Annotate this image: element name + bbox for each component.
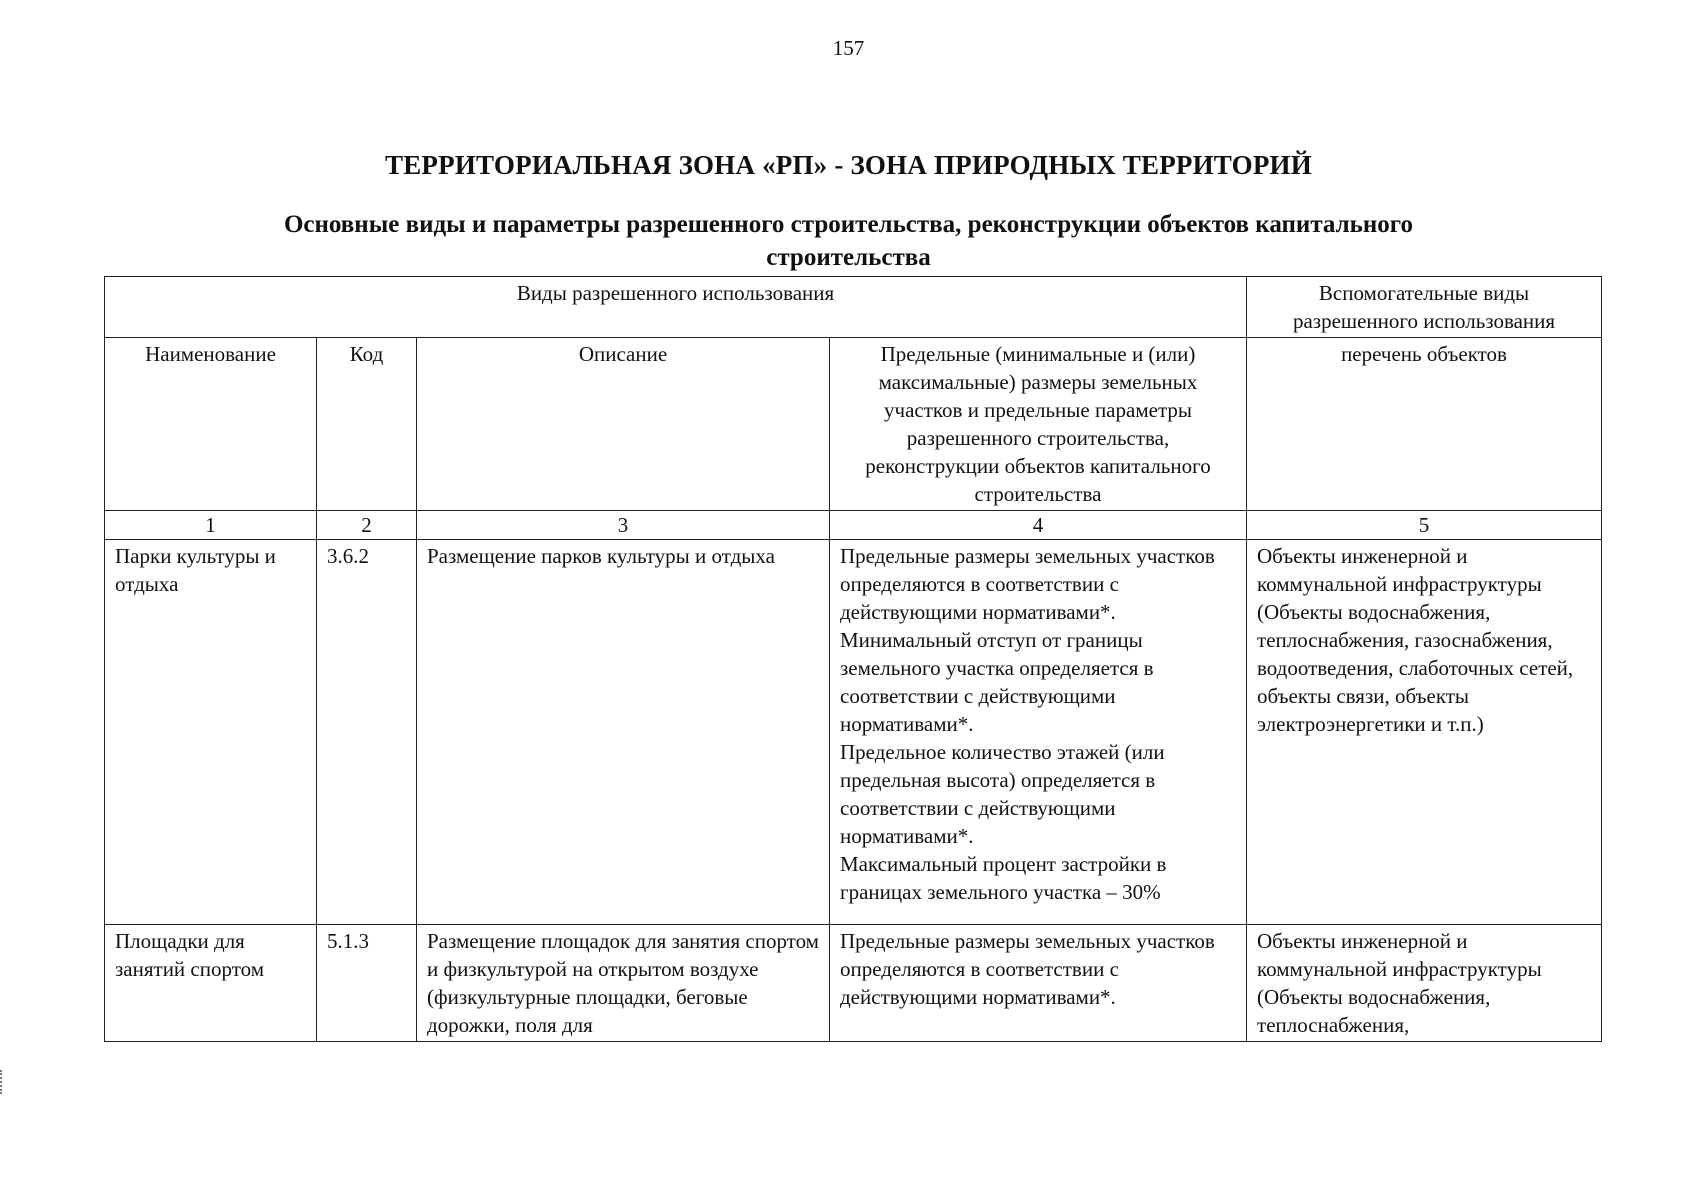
cell-description: Размещение парков культуры и отдыха — [417, 540, 830, 925]
column-number: 3 — [417, 511, 830, 540]
column-number-row — [105, 511, 1602, 540]
column-header-row — [105, 338, 1602, 511]
column-header-description: Описание — [417, 338, 830, 511]
column-header-code: Код — [317, 338, 417, 511]
cell-name: Площадки для занятий спортом — [105, 925, 317, 1042]
zone-title: ТЕРРИТОРИАЛЬНАЯ ЗОНА «РП» - ЗОНА ПРИРОДНЫХ ТЕРРИТОРИЙ — [385, 150, 1312, 180]
table-row — [105, 925, 1602, 1042]
header-auxiliary-uses: Вспомогательные виды разрешенного использования — [1247, 277, 1602, 338]
column-header-name: Наименование — [105, 338, 317, 511]
column-header-objects: перечень объектов — [1247, 338, 1602, 511]
table-subtitle: Основные виды и параметры разрешенного строительства, реконструкции объектов капитального строительства — [283, 211, 1414, 271]
cell-name: Парки культуры и отдыха — [105, 540, 317, 925]
column-number: 2 — [317, 511, 417, 540]
page-number: 157 — [832, 36, 865, 60]
land-use-table — [104, 276, 1602, 1042]
cell-objects: Объекты инженерной и коммунальной инфраструктуры (Объекты водоснабжения, теплоснабжения, газоснабжения, водоотведения, слаботочных сетей, объекты связи, объекты электроэнергетики и т.п.) — [1247, 540, 1602, 925]
cell-code: 5.1.3 — [317, 925, 417, 1042]
cell-description: Размещение площадок для занятия спортом и физкультурой на открытом воздухе (физкультурные площадки, беговые дорожки, поля для — [417, 925, 830, 1042]
header-main-uses: Виды разрешенного использования — [105, 277, 1247, 338]
cell-code: 3.6.2 — [317, 540, 417, 925]
column-number: 1 — [105, 511, 317, 540]
cell-limits: Предельные размеры земельных участков определяются в соответствии с действующими нормативами*. — [830, 925, 1247, 1042]
cell-limits: Предельные размеры земельных участков определяются в соответствии с действующими нормативами*. Минимальный отступ от границы земельного участка определяется в соответствии с действующими нормативами*. Предельное количество этажей (или предельная высота) определяется в соответствии с действующими нормативами*. Максимальный процент застройки в границах земельного участка – 30% — [830, 540, 1247, 925]
scan-edge-mark — [0, 1070, 8, 1094]
column-header-limits: Предельные (минимальные и (или) максимальные) размеры земельных участков и предельные параметры разрешенного строительства, реконструкции объектов капитального строительства — [830, 338, 1247, 511]
group-header-row — [105, 277, 1602, 338]
cell-objects: Объекты инженерной и коммунальной инфраструктуры (Объекты водоснабжения, теплоснабжения, — [1247, 925, 1602, 1042]
column-number: 4 — [830, 511, 1247, 540]
table-row — [105, 540, 1602, 925]
column-number: 5 — [1247, 511, 1602, 540]
